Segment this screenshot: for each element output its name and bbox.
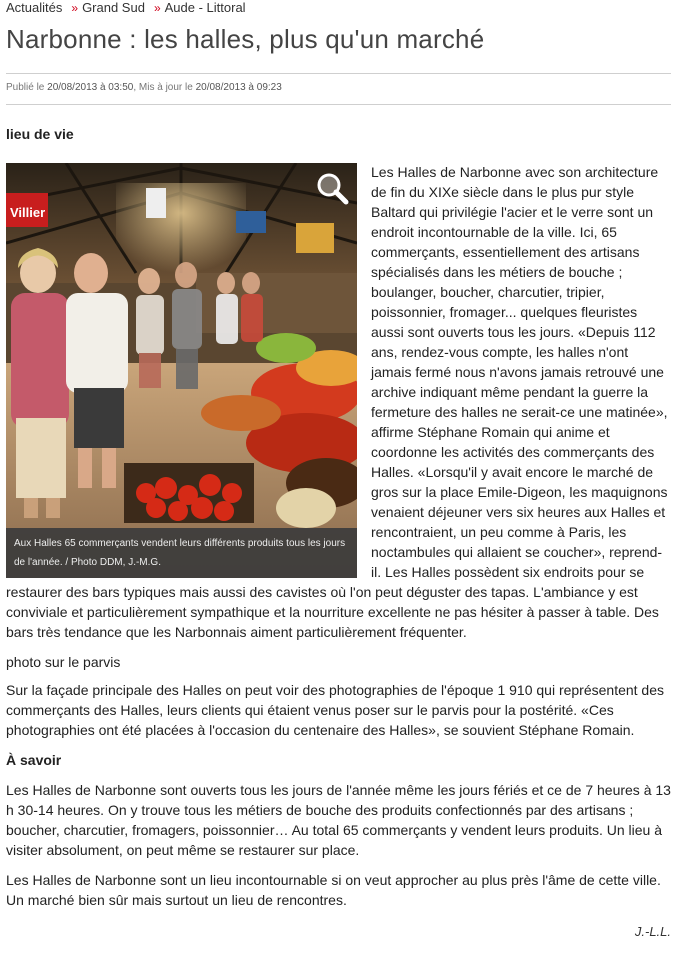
section-heading: lieu de vie <box>6 126 74 142</box>
breadcrumb-item-actualites[interactable]: Actualités <box>6 0 63 15</box>
store-sign-text: Villier <box>10 205 46 220</box>
paragraph-4: Les Halles de Narbonne sont un lieu incontournable si on veut approcher au plus près l'âme de cette ville. Un marché bien sûr mais surtout un lieu de rencontres. <box>6 872 661 908</box>
breadcrumb-separator: » <box>71 1 79 15</box>
paragraph-1: Les Halles de Narbonne avec son architecture de fin du XIXe siècle dans le plus pur style Baltard qui privilégie l'acier et le verre sont un endroit incontournable de la ville. Ici, 65 commerçants, essentiellement des artisans spécialisés dans les métiers de bouche ; boulanger, boucher, charcutier, tripier, poissonnier, fromager... quelques fleuristes aussi sont ouverts tous les jours. «Depuis 112 ans, rendez-vous compte, les halles n'ont jamais fermé nous n'avons jamais retrouvé une archive indiquant même pendant la guerre la fermeture des halles ne serait-ce une matinée», affirme Stéphane Romain qui anime et coordonne les activités des commerçants des Halles. «Lorsqu'il y avait encore le marché de gros sur la place Emile-Digeon, les maquignons venaient déjeuner vers six heures aux Halles et rencontraient, un peu comme à Paris, les noctambules qui allaient se coucher», reprend-il. Les Halles possèdent six endroits pour se restaurer des bars typiques mais aussi des cavistes où l'on peut déguster des tapas. L'ambiance y est conviviale et particulièrement sympathique et la nourriture excellente ne pas hésiter à passer à table. Des bars très tendance que les Narbonnais aiment particulièrement fréquenter. <box>6 164 668 640</box>
article-photo[interactable] <box>6 163 357 578</box>
author-signature: J.-L.L. <box>634 924 671 939</box>
article-meta <box>6 82 282 93</box>
breadcrumb <box>6 0 246 15</box>
meta-divider <box>6 104 671 105</box>
breadcrumb-separator: » <box>153 1 161 15</box>
published-label: Publié le <box>6 82 45 93</box>
article-title: Narbonne : les halles, plus qu'un marché <box>6 24 485 54</box>
sub-heading: photo sur le parvis <box>6 654 121 670</box>
magnifier-icon[interactable] <box>315 171 349 205</box>
photo-caption: Aux Halles 65 commerçants vendent leurs différents produits tous les jours de l'année. / Photo DDM, J.-M.G. <box>6 528 357 578</box>
top-divider <box>6 73 671 74</box>
updated-date: 20/08/2013 à 09:23 <box>195 82 282 93</box>
updated-label: , Mis à jour le <box>133 82 193 93</box>
breadcrumb-item-aude-littoral[interactable]: Aude - Littoral <box>164 0 246 15</box>
breadcrumb-item-grand-sud[interactable]: Grand Sud <box>82 0 145 15</box>
savoir-heading: À savoir <box>6 752 62 768</box>
market-photo <box>6 163 357 578</box>
paragraph-3: Les Halles de Narbonne sont ouverts tous les jours de l'année même les jours fériés et ce de 7 heures à 13 h 30-14 heures. On y trouve tous les métiers de bouche des produits confectionnés par des artisans ; boucher, charcutier, fromagers, poissonnier… Au total 65 commerçants y vendent leurs produits. Un lieu à visiter absolument, on peut même se restaurer sur place. <box>6 782 671 858</box>
paragraph-2: Sur la façade principale des Halles on peut voir des photographies de l'époque 1 910 qui représentent des commerçants des Halles, leurs clients qui étaient venus poser sur le parvis pour la postérité. «Ces photographies ont été placées à l'occasion du centenaire des Halles», se souvient Stéphane Romain. <box>6 682 665 738</box>
published-date: 20/08/2013 à 03:50 <box>47 82 134 93</box>
